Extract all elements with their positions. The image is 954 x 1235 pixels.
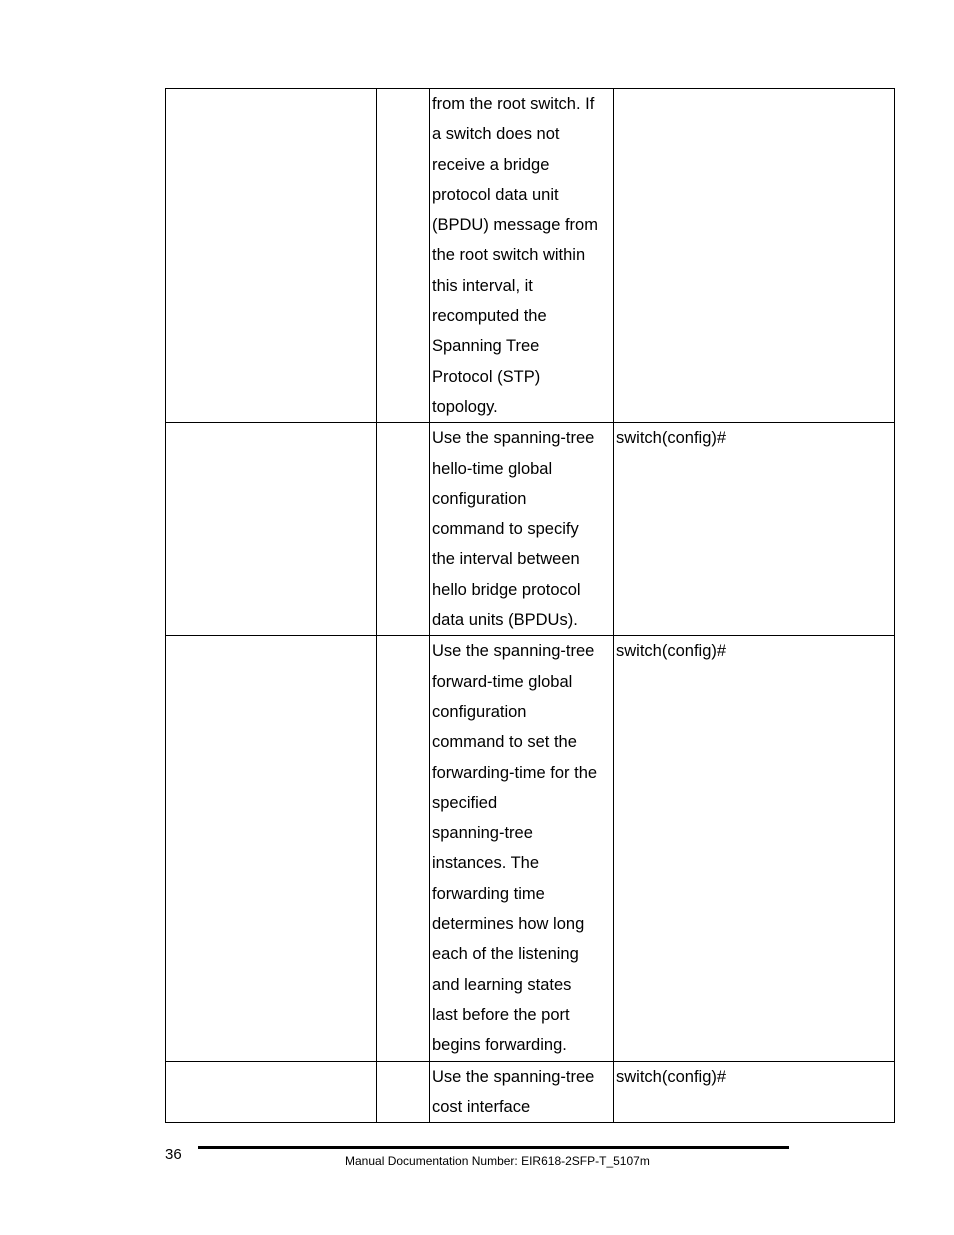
footer-rule — [198, 1146, 789, 1149]
description-line: forwarding-time for the — [432, 763, 598, 782]
table-row — [166, 636, 895, 1061]
description-line: this interval, it — [432, 276, 533, 295]
parameter-cell — [377, 636, 430, 1061]
description-line: recomputed the — [432, 307, 547, 326]
mode-text: switch(config)# — [616, 429, 727, 448]
description-line: Use the spanning-tree — [432, 1067, 595, 1086]
page-number: 36 — [165, 1146, 182, 1163]
description-line: spanning-tree — [432, 824, 533, 843]
command-table — [165, 88, 895, 1123]
description-line: Use the spanning-tree — [432, 429, 595, 448]
parameter-cell — [377, 89, 430, 423]
description-line: from the root switch. If — [432, 95, 595, 113]
description-line: configuration — [432, 702, 527, 721]
command-cell — [166, 423, 377, 636]
parameter-cell — [377, 1061, 430, 1123]
description-cell — [430, 636, 614, 1061]
description-line: data units (BPDUs). — [432, 611, 578, 630]
description-line: last before the port — [432, 1005, 570, 1024]
description-line: Spanning Tree — [432, 337, 540, 356]
description-line: command to set the — [432, 733, 577, 752]
description-line: cost interface — [432, 1097, 531, 1116]
description-line: topology. — [432, 397, 498, 416]
doc-number: Manual Documentation Number: EIR618-2SFP-T_5107m — [345, 1154, 650, 1168]
description-line: determines how long — [432, 915, 585, 934]
table-row — [166, 1061, 895, 1123]
command-cell — [166, 89, 377, 423]
description-line: (BPDU) message from — [432, 216, 598, 235]
description-line: receive a bridge — [432, 155, 550, 174]
description-line: specified — [432, 793, 498, 812]
description-line: hello-time global — [432, 459, 553, 478]
description-line: each of the listening — [432, 945, 579, 964]
mode-cell — [614, 1061, 895, 1123]
description-line: forward-time global — [432, 672, 573, 691]
description-line: hello bridge protocol — [432, 580, 581, 599]
description-line: the root switch within — [432, 246, 586, 265]
command-cell — [166, 1061, 377, 1123]
mode-cell — [614, 89, 895, 423]
description-line: Use the spanning-tree — [432, 642, 595, 661]
description-line: begins forwarding. — [432, 1036, 567, 1055]
table-row — [166, 423, 895, 636]
description-line: a switch does not — [432, 125, 560, 144]
description-line: protocol data unit — [432, 185, 559, 204]
description-cell — [430, 1061, 614, 1123]
description-cell — [430, 89, 614, 423]
description-line: configuration — [432, 489, 527, 508]
parameter-cell — [377, 423, 430, 636]
description-cell — [430, 423, 614, 636]
description-line: command to specify — [432, 520, 579, 539]
mode-cell — [614, 423, 895, 636]
mode-text: switch(config)# — [616, 1067, 727, 1086]
description-line: instances. The — [432, 854, 540, 873]
description-line: and learning states — [432, 975, 572, 994]
command-cell — [166, 636, 377, 1061]
mode-cell — [614, 636, 895, 1061]
description-line: Protocol (STP) — [432, 367, 541, 386]
mode-text: switch(config)# — [616, 642, 727, 661]
table-row — [166, 89, 895, 423]
description-line: forwarding time — [432, 884, 545, 903]
description-line: the interval between — [432, 550, 580, 569]
